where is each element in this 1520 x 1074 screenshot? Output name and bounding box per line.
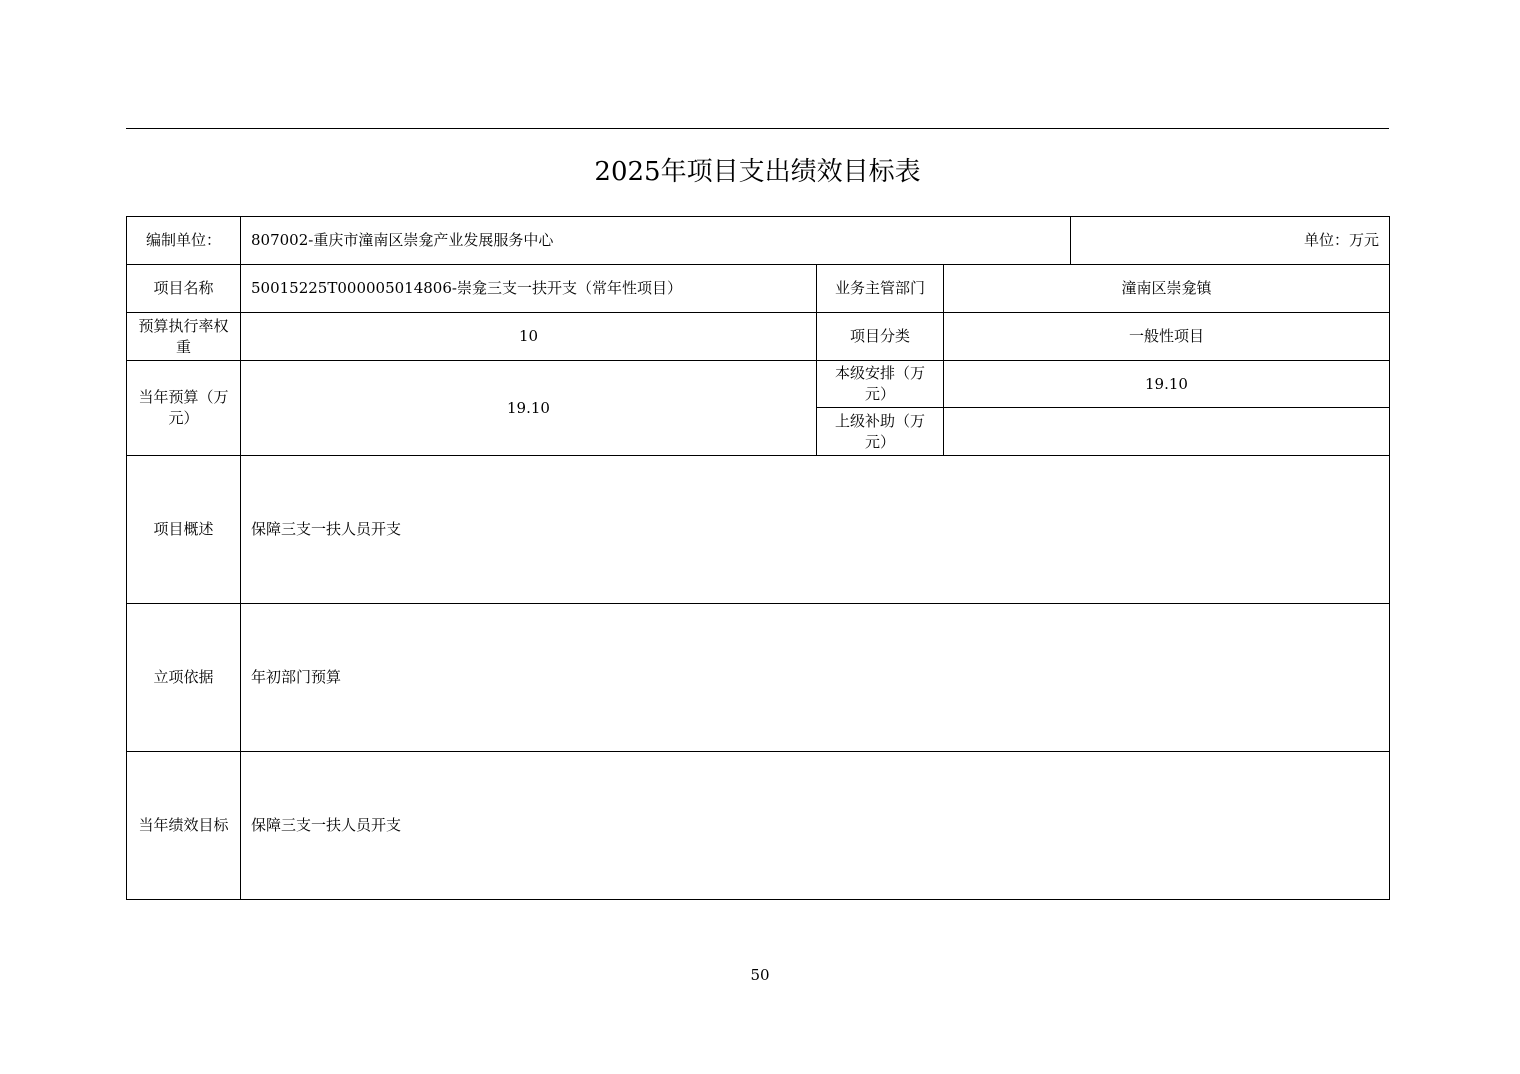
goal-value: 保障三支一扶人员开支 (241, 752, 1390, 900)
table-row (127, 456, 1390, 604)
category-value: 一般性项目 (944, 313, 1390, 361)
performance-target-table (126, 216, 1390, 900)
table-row (127, 265, 1390, 313)
budget-label: 当年预算（万元） (127, 361, 241, 456)
overview-label: 项目概述 (127, 456, 241, 604)
table-row (127, 313, 1390, 361)
dept-value: 潼南区崇龛镇 (944, 265, 1390, 313)
table-row (127, 752, 1390, 900)
table-row (127, 604, 1390, 752)
table-row (127, 217, 1390, 265)
page-title: 2025年项目支出绩效目标表 (594, 157, 921, 187)
basis-label: 立项依据 (127, 604, 241, 752)
project-name-value: 50015225T000005014806-崇龛三支一扶开支（常年性项目） (241, 265, 817, 313)
category-label: 项目分类 (817, 313, 944, 361)
upper-value (944, 408, 1390, 456)
local-label: 本级安排（万元） (817, 361, 944, 408)
page-number: 50 (750, 966, 770, 984)
project-name-label: 项目名称 (127, 265, 241, 313)
overview-value: 保障三支一扶人员开支 (241, 456, 1390, 604)
currency-note: 单位：万元 (1071, 217, 1390, 265)
weight-label: 预算执行率权重 (127, 313, 241, 361)
unit-label: 编制单位： (127, 217, 241, 265)
basis-value: 年初部门预算 (241, 604, 1390, 752)
header-rule (126, 128, 1389, 129)
budget-value: 19.10 (241, 361, 817, 456)
dept-label: 业务主管部门 (817, 265, 944, 313)
table-row (127, 361, 1390, 408)
weight-value: 10 (241, 313, 817, 361)
unit-value: 807002-重庆市潼南区崇龛产业发展服务中心 (241, 217, 1071, 265)
goal-label: 当年绩效目标 (127, 752, 241, 900)
upper-label: 上级补助（万元） (817, 408, 944, 456)
local-value: 19.10 (944, 361, 1390, 408)
